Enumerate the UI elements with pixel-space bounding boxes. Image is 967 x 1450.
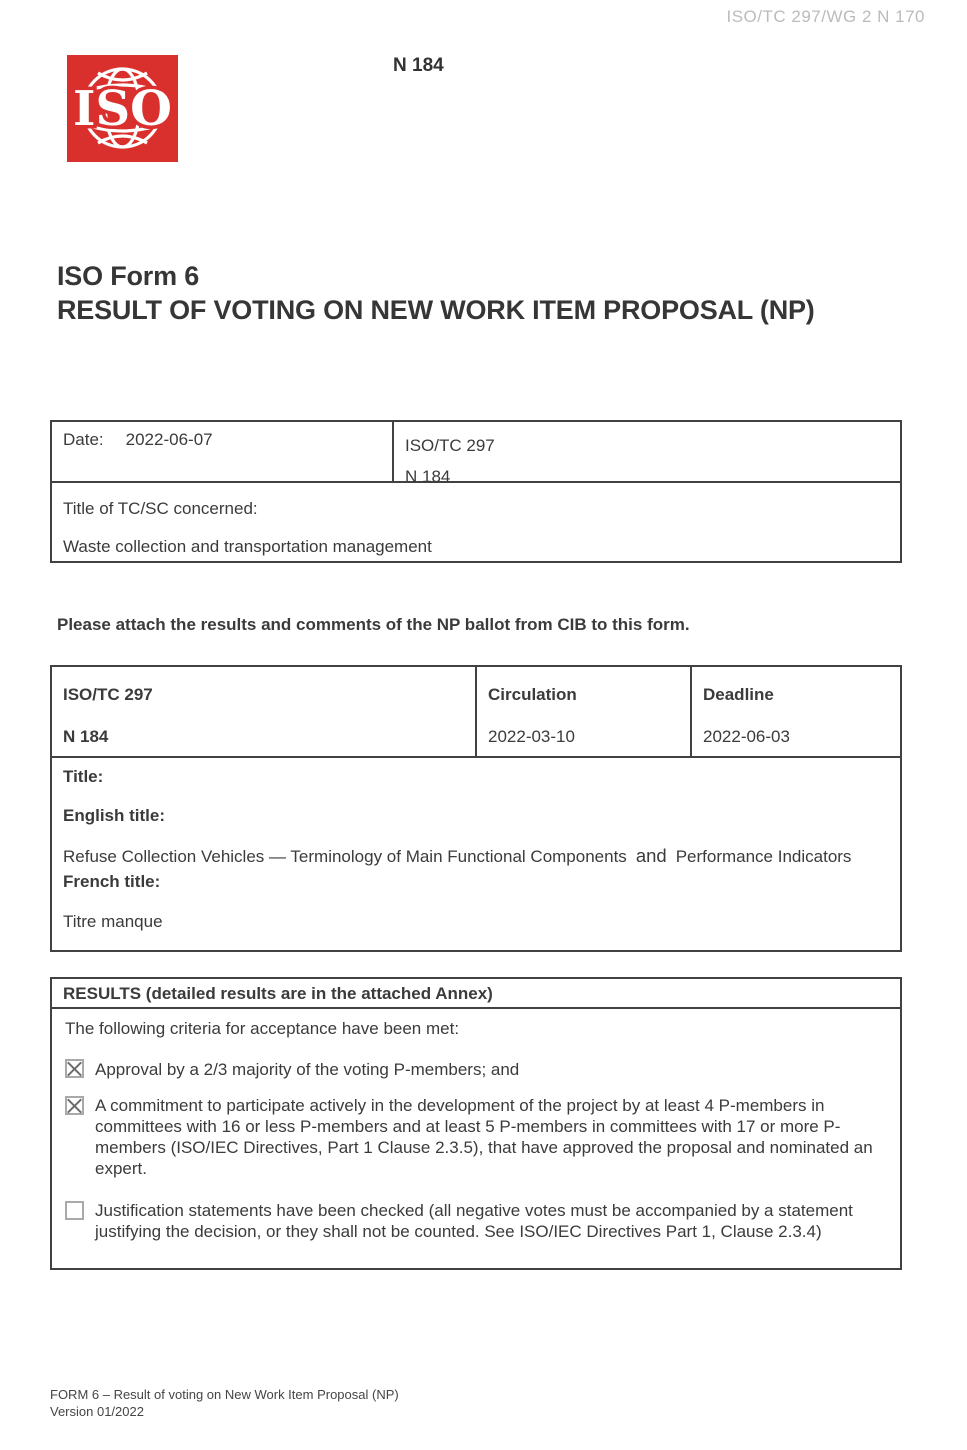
date-cell	[52, 422, 394, 481]
ballot-committee-cell	[52, 667, 477, 756]
results-intro: The following criteria for acceptance have been met:	[65, 1019, 460, 1038]
footer-version: Version 01/2022	[50, 1404, 144, 1419]
english-title-label: English title:	[63, 806, 165, 825]
form-name: ISO Form 6	[57, 261, 200, 291]
tc-title-value: Waste collection and transportation management	[63, 537, 432, 556]
criterion-text: Justification statements have been checked (all negative votes must be accompanied by a statement justifying the decision, or they shall not be counted. See ISO/IEC Directives Part 1, Clause 2.3.4)	[95, 1201, 853, 1241]
deadline-date: 2022-06-03	[703, 727, 790, 746]
date-value: 2022-06-07	[125, 430, 213, 449]
criterion-item	[65, 1095, 887, 1179]
criterion-item	[65, 1058, 887, 1080]
tc-title-label: Title of TC/SC concerned:	[63, 499, 258, 518]
ballot-table	[50, 665, 902, 952]
document-n-number: N 184	[393, 55, 444, 76]
page-title	[57, 259, 815, 327]
title-section	[52, 758, 900, 944]
criterion-item	[65, 1200, 887, 1242]
committee-cell	[394, 422, 900, 486]
iso-logo-icon	[67, 55, 178, 162]
tc-title-cell	[52, 483, 900, 573]
document-reference: ISO/TC 297/WG 2 N 170	[726, 7, 925, 26]
iso-logo-text: ISO	[73, 81, 172, 137]
english-title-and: and	[635, 845, 667, 866]
checkbox-commitment-icon	[65, 1096, 84, 1115]
ballot-table-header-row	[52, 667, 900, 758]
iso-logo	[67, 55, 178, 162]
circulation-date: 2022-03-10	[488, 727, 575, 746]
circulation-cell	[477, 667, 692, 756]
checkbox-justification-icon	[65, 1201, 84, 1220]
results-header: RESULTS (detailed results are in the attached Annex)	[52, 979, 900, 1009]
info-table-row-1	[52, 422, 900, 486]
results-table	[50, 977, 902, 1270]
page-footer	[50, 1386, 399, 1420]
date-label: Date:	[63, 430, 104, 449]
criterion-text: Approval by a 2/3 majority of the voting P-members; and	[95, 1060, 520, 1079]
english-title-value: Refuse Collection Vehicles — Terminology of Main Functional Components and Performance Indicators	[63, 845, 852, 866]
committee-name: ISO/TC 297	[405, 436, 495, 455]
deadline-cell	[692, 667, 900, 756]
french-title-label: French title:	[63, 872, 161, 891]
criterion-text: A commitment to participate actively in the development of the project by at least 4 P-members in committees with 16 or less P-members and at least 5 P-members in committees with 17 or more P-members (ISO/IEC Directives, Part 1 Clause 2.3.5), that have approved the proposal and nominated an expert.	[95, 1096, 873, 1178]
ballot-committee: ISO/TC 297	[63, 685, 153, 704]
attach-instruction: Please attach the results and comments of the NP ballot from CIB to this form.	[57, 615, 690, 634]
info-table	[50, 420, 902, 563]
circulation-label: Circulation	[488, 685, 577, 704]
committee-doc-number: N 184	[405, 467, 451, 486]
checkbox-approval-icon	[65, 1059, 84, 1078]
deadline-label: Deadline	[703, 685, 774, 704]
title-label: Title:	[63, 767, 104, 786]
footer-form-name: FORM 6 – Result of voting on New Work Item Proposal (NP)	[50, 1387, 399, 1402]
results-body	[52, 1009, 900, 1287]
french-title-value: Titre manque	[63, 912, 163, 931]
form-subject: RESULT OF VOTING ON NEW WORK ITEM PROPOSAL (NP)	[57, 295, 815, 325]
ballot-doc-number: N 184	[63, 727, 109, 746]
